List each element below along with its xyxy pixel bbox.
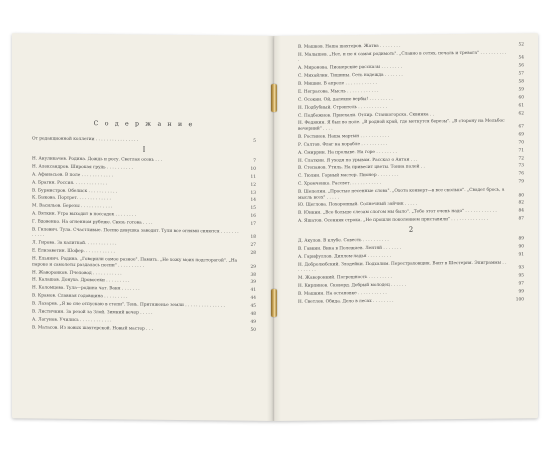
entry-page-number: 100	[515, 297, 524, 303]
entry-page-number: 18	[250, 235, 256, 241]
entry-page-number: 67	[518, 124, 524, 130]
entry-page-number: 72	[518, 155, 524, 161]
toc-entry	[32, 212, 256, 220]
toc-entry	[298, 64, 524, 72]
entry-page-number: 84	[518, 208, 524, 214]
entry-page-number: 76	[518, 171, 524, 177]
entry-text: Н. Жаворонков. Пчеловод . . . . . . . . . . .	[32, 270, 122, 276]
entry-text: К. Быкова. Портрет. . . . . . . . . . . . .	[32, 195, 111, 202]
entry-page-number: 14	[250, 198, 256, 204]
entry-page-number: 13	[250, 190, 256, 196]
entry-text: С. Осокин. Ой, далекие вербы! . . . . . . . . .	[298, 96, 393, 103]
entry-page-number: 61	[518, 103, 524, 109]
section-number-2: 2	[408, 225, 414, 234]
toc-entry	[298, 244, 524, 252]
toc-entry	[298, 119, 524, 133]
entry-page-number: 95	[518, 273, 524, 279]
entry-page-number: 48	[250, 311, 256, 317]
toc-entry	[298, 297, 524, 305]
toc-entry	[32, 270, 256, 278]
entry-page-number: 89	[518, 236, 524, 242]
toc-entry	[32, 309, 256, 317]
entry-page-number: 45	[250, 303, 256, 309]
entry-text: А. Афанасьев. В поле . . . . . . . . . . . .	[32, 172, 114, 179]
entry-text: Н. Кирпинов. Сковорд. Добрый молодец . . . . . .	[298, 282, 407, 289]
entry-text: Н. Слаткин. Я уходя по урывам. Рассказ о Антаи . . .	[298, 157, 418, 164]
toc-entry	[298, 237, 524, 245]
toc-entry	[32, 257, 256, 271]
toc-entry	[298, 187, 524, 201]
entry-text: В. Листичкин. За резой за Злой. Зимний вечер . . . . .	[32, 309, 153, 316]
toc-entry	[298, 282, 524, 290]
toc-entry	[32, 156, 256, 164]
entry-page-number: 49	[250, 319, 256, 325]
right-page-content	[298, 33, 524, 420]
entry-text: М. Жаворонкий. Погрешность . . . . . . . . .	[298, 275, 392, 282]
toc-entry	[298, 209, 524, 217]
entry-text: Н. Калашов. Донуха. Дровосеки . . . . . . . . .	[32, 277, 130, 284]
toc-entry	[32, 278, 256, 286]
entry-page-number: 58	[518, 79, 524, 85]
entry-text: Н. Добролюбский. Злодейки. Подхалим. Перестраховщик. Вант в Шестерня. Эпиграммы . . . . . . . . .	[298, 260, 507, 274]
toc-entry	[298, 180, 524, 188]
entry-page-number: 41	[250, 288, 256, 294]
toc-entry	[32, 286, 256, 294]
entry-page-number: 99	[518, 289, 524, 295]
toc-entry	[32, 249, 256, 257]
entry-page-number: 44	[250, 295, 256, 301]
entry-page-number: 73	[518, 163, 524, 169]
left-page	[12, 33, 274, 421]
right-page	[274, 33, 538, 421]
toc-entry	[298, 252, 524, 260]
entry-text: М. Васильев. Березы . . . . . . . . . . . .	[32, 203, 113, 210]
entry-page-number: 17	[250, 221, 256, 227]
entry-text: Ю. Щеглова. Похоронный. Солнечный зайчик . . . . .	[298, 201, 418, 209]
entry-text: Е. Неграсова. Мысль . . . . . . . . . . . .	[298, 88, 379, 95]
entry-text: Н. Светлов. Обида. Дело в лесах . . . . . . . .	[298, 298, 394, 305]
entry-page-number: 57	[518, 71, 524, 77]
entry-page-number: 5	[253, 138, 256, 144]
staple-top	[271, 84, 277, 112]
open-booklet	[12, 36, 538, 421]
entry-text: А. Вяткин. Утро выходит в поссадок . . . . . . . .	[32, 211, 137, 218]
entry-text: Е. Елизаветин. Шофер. . . . . . . . . . . .	[32, 248, 115, 255]
entry-text: Н. Малышев. „Нет, и не я самая родимоть". „Славно в сетях, печаль и тревога" . . . . . . . . . . .	[298, 50, 507, 64]
entry-page-number: 52	[518, 42, 524, 48]
entry-text: От редакционной коллегии . . . . . . . . . . . . . . . .	[32, 136, 139, 143]
entry-page-number: 29	[250, 264, 256, 270]
entry-text: Н. Федякин. Я был во поле. „В родной край, где меткутся березы". „В сторону на Мельбос вечерний" . . . .	[298, 119, 505, 132]
toc-entry	[32, 227, 256, 241]
entry-text: В. Матасов. Из новых шахтерской. Новый мастер . . .	[32, 325, 153, 332]
entry-text: В. Мишин. В апреле . . . . . . . . . . . .	[298, 81, 377, 87]
entry-page-number: 79	[518, 179, 524, 185]
toc-entry	[32, 164, 256, 172]
entry-page-number: 80	[518, 192, 524, 199]
entry-page-number: 60	[518, 95, 524, 101]
entry-text: А. Миронова. Пионерские рассказы . . . . . . . .	[298, 64, 402, 72]
entry-page-number: 15	[250, 206, 256, 212]
toc-entry	[32, 172, 256, 180]
toc-entry	[298, 274, 524, 282]
toc-entry	[32, 204, 256, 212]
toc-entry	[32, 196, 256, 204]
toc-entry	[298, 50, 524, 64]
toc-entry	[298, 87, 524, 95]
toc-entry	[298, 201, 524, 209]
toc-entry	[298, 164, 524, 172]
entry-page-number: 12	[250, 182, 256, 188]
toc-entry	[298, 72, 524, 80]
toc-entry	[298, 172, 524, 180]
entry-page-number: 90	[518, 244, 524, 250]
toc-entry	[32, 241, 256, 249]
section-number: I	[142, 145, 146, 154]
entry-text: В. Крамов. Славная годовщина . . . . . . . . .	[32, 293, 128, 300]
entry-text: В. Гавкин. Вика в Полежаев. Лентяй . . . . . . .	[298, 245, 402, 252]
entry-page-number: 97	[518, 281, 524, 287]
entry-text: В. Шепелин. „Простые песенные слова". „Охота конверт—в все сколько". „Свадет брось, а мысль всех" . . . . .	[298, 187, 505, 201]
toc-entry	[32, 219, 256, 227]
entry-page-number: 71	[518, 148, 524, 154]
left-toc-entries	[32, 156, 256, 333]
entry-text: Д. Акулов. В клубе. Совесть . . . . . . . . . .	[298, 238, 389, 244]
entry-page-number: 10	[250, 166, 256, 172]
entry-text: С. Тюлин. Горный мастер. Пионер . . . . . . . .	[298, 172, 399, 180]
entry-text: В. Степанов. Утиль. На привесит цветы. Тонна полей . .	[298, 164, 425, 172]
right-toc-entries-2	[298, 237, 524, 306]
toc-entry	[298, 260, 524, 274]
toc-entry	[298, 148, 524, 156]
entry-text: В. Лазарев. „Я во сне отпускаю в степи". Тень. Притяженье земли . . . . . . . . . . . . . . .	[32, 301, 225, 309]
toc-entry	[32, 302, 256, 310]
entry-text: Н. Ануликачев. Родина. Дождь и росу. Светлая осень . . .	[32, 156, 163, 163]
entry-page-number: 87	[518, 216, 524, 222]
entry-text: С. Михайлин. Тишины. Сеть надежда . . . . . . .	[298, 72, 403, 79]
entry-text: С. Хромченко. Рассвет. . . . . . . . . . . .	[298, 181, 382, 187]
toc-entry	[298, 79, 524, 87]
toc-entry	[298, 140, 524, 148]
entry-page-number: 59	[518, 87, 524, 93]
toc-entry	[298, 217, 524, 225]
entry-page-number: 62	[518, 110, 524, 117]
toc-entry	[298, 289, 524, 297]
entry-page-number: 16	[250, 213, 256, 219]
entry-text: В. Ростинов. Наша мартын . . . . . . . . . . .	[298, 133, 390, 140]
entry-text: Н. Ельянич. Родина. „Говорили самое разное". Память. „Не хожу моих подсторогой". „На пароке и самолеты раздалась песни" . . . . . . . . . .	[32, 256, 238, 269]
entry-text: А. Гарифуллов. Диплом-ладья . . . . . . . . .	[298, 253, 391, 260]
entry-text: Л. Гирова. За калиткой. . . . . . . . . . . .	[32, 240, 117, 247]
toc-entry	[298, 111, 524, 119]
toc-entry	[298, 103, 524, 111]
entry-page-number: 82	[518, 200, 524, 206]
toc-entry	[298, 95, 524, 103]
right-toc-entries	[298, 42, 524, 224]
entry-text: С. Подбежнов. Приехали. Отлир. Станкогорска. Сквинка . .	[298, 111, 435, 119]
entry-page-number: 54	[518, 55, 524, 61]
toc-entry	[32, 294, 256, 302]
entry-text: В. Бурмистров. Обелиск . . . . . . . . . . .	[32, 187, 118, 194]
entry-text: Н. Коломцева. Тула—родина чат. Ваня . . . . . . .	[32, 285, 140, 292]
entry-text: В. Машкин. На остановке . . . . . . . . . . .	[298, 290, 387, 297]
entry-text: В. Гилевич. Тула. Счастливые. Песню девушка заводит. Тули все огнями сияются . . . . . . . . . . . .	[32, 227, 239, 239]
entry-page-number: 28	[250, 250, 256, 257]
entry-text: Г. Вдовенко. На огненном рубеже. Связь готова . . . .	[32, 219, 153, 226]
entry-page-number: 70	[518, 140, 524, 146]
entry-text: Р. Салтов. Флаг на корабле . . . . . . . . . .	[298, 141, 388, 148]
entry-page-number: 11	[250, 174, 256, 180]
toc-entry	[298, 156, 524, 164]
toc-intro-entry	[32, 137, 256, 145]
staple-bottom	[271, 289, 277, 317]
entry-page-number: 27	[250, 243, 256, 249]
entry-text: А. Яшатов. Осенняя строка. „Не прошли поколением приставили" . . . . . . . . . . . . . .	[298, 216, 489, 224]
entry-page-number: 50	[250, 327, 256, 333]
entry-text: В. Юнкин. „Все больше слезам слогом мы было". „Тебе этот очень надо" . . . . . . . . . . . .	[298, 209, 497, 217]
entry-text: А. Смиррин. На пролыве. На горе . . . . . . . .	[298, 149, 397, 156]
entry-page-number: 38	[250, 272, 256, 278]
toc-entry	[32, 325, 256, 333]
toc-title: С о д е р ж а н и е	[93, 120, 195, 129]
toc-entry	[32, 317, 256, 325]
entry-text: Н. Подбубный. Строитель . . . . . . . . . . .	[298, 104, 387, 111]
entry-text: Н. Александров. Широкая грудь . . . . . . . . . .	[32, 164, 133, 171]
entry-page-number: 91	[518, 252, 524, 258]
entry-text: В. Машков. Наша шахтеров. Жатва . . . . . . . .	[298, 43, 401, 50]
left-page-content	[32, 33, 256, 420]
entry-page-number: 93	[518, 265, 524, 271]
toc-entry	[298, 42, 524, 50]
entry-page-number: 39	[250, 280, 256, 286]
entry-text: А. Логунов. Учились . . . . . . . . . . . .	[32, 317, 112, 324]
entry-text: А. Брагин. Россия. . . . . . . . . . . . .	[32, 180, 108, 186]
entry-page-number: 56	[518, 63, 524, 69]
entry-page-number: 7	[253, 158, 256, 164]
entry-page-number: 69	[518, 132, 524, 138]
toc-entry	[32, 188, 256, 196]
toc-entry	[298, 132, 524, 140]
toc-entry	[32, 180, 256, 188]
